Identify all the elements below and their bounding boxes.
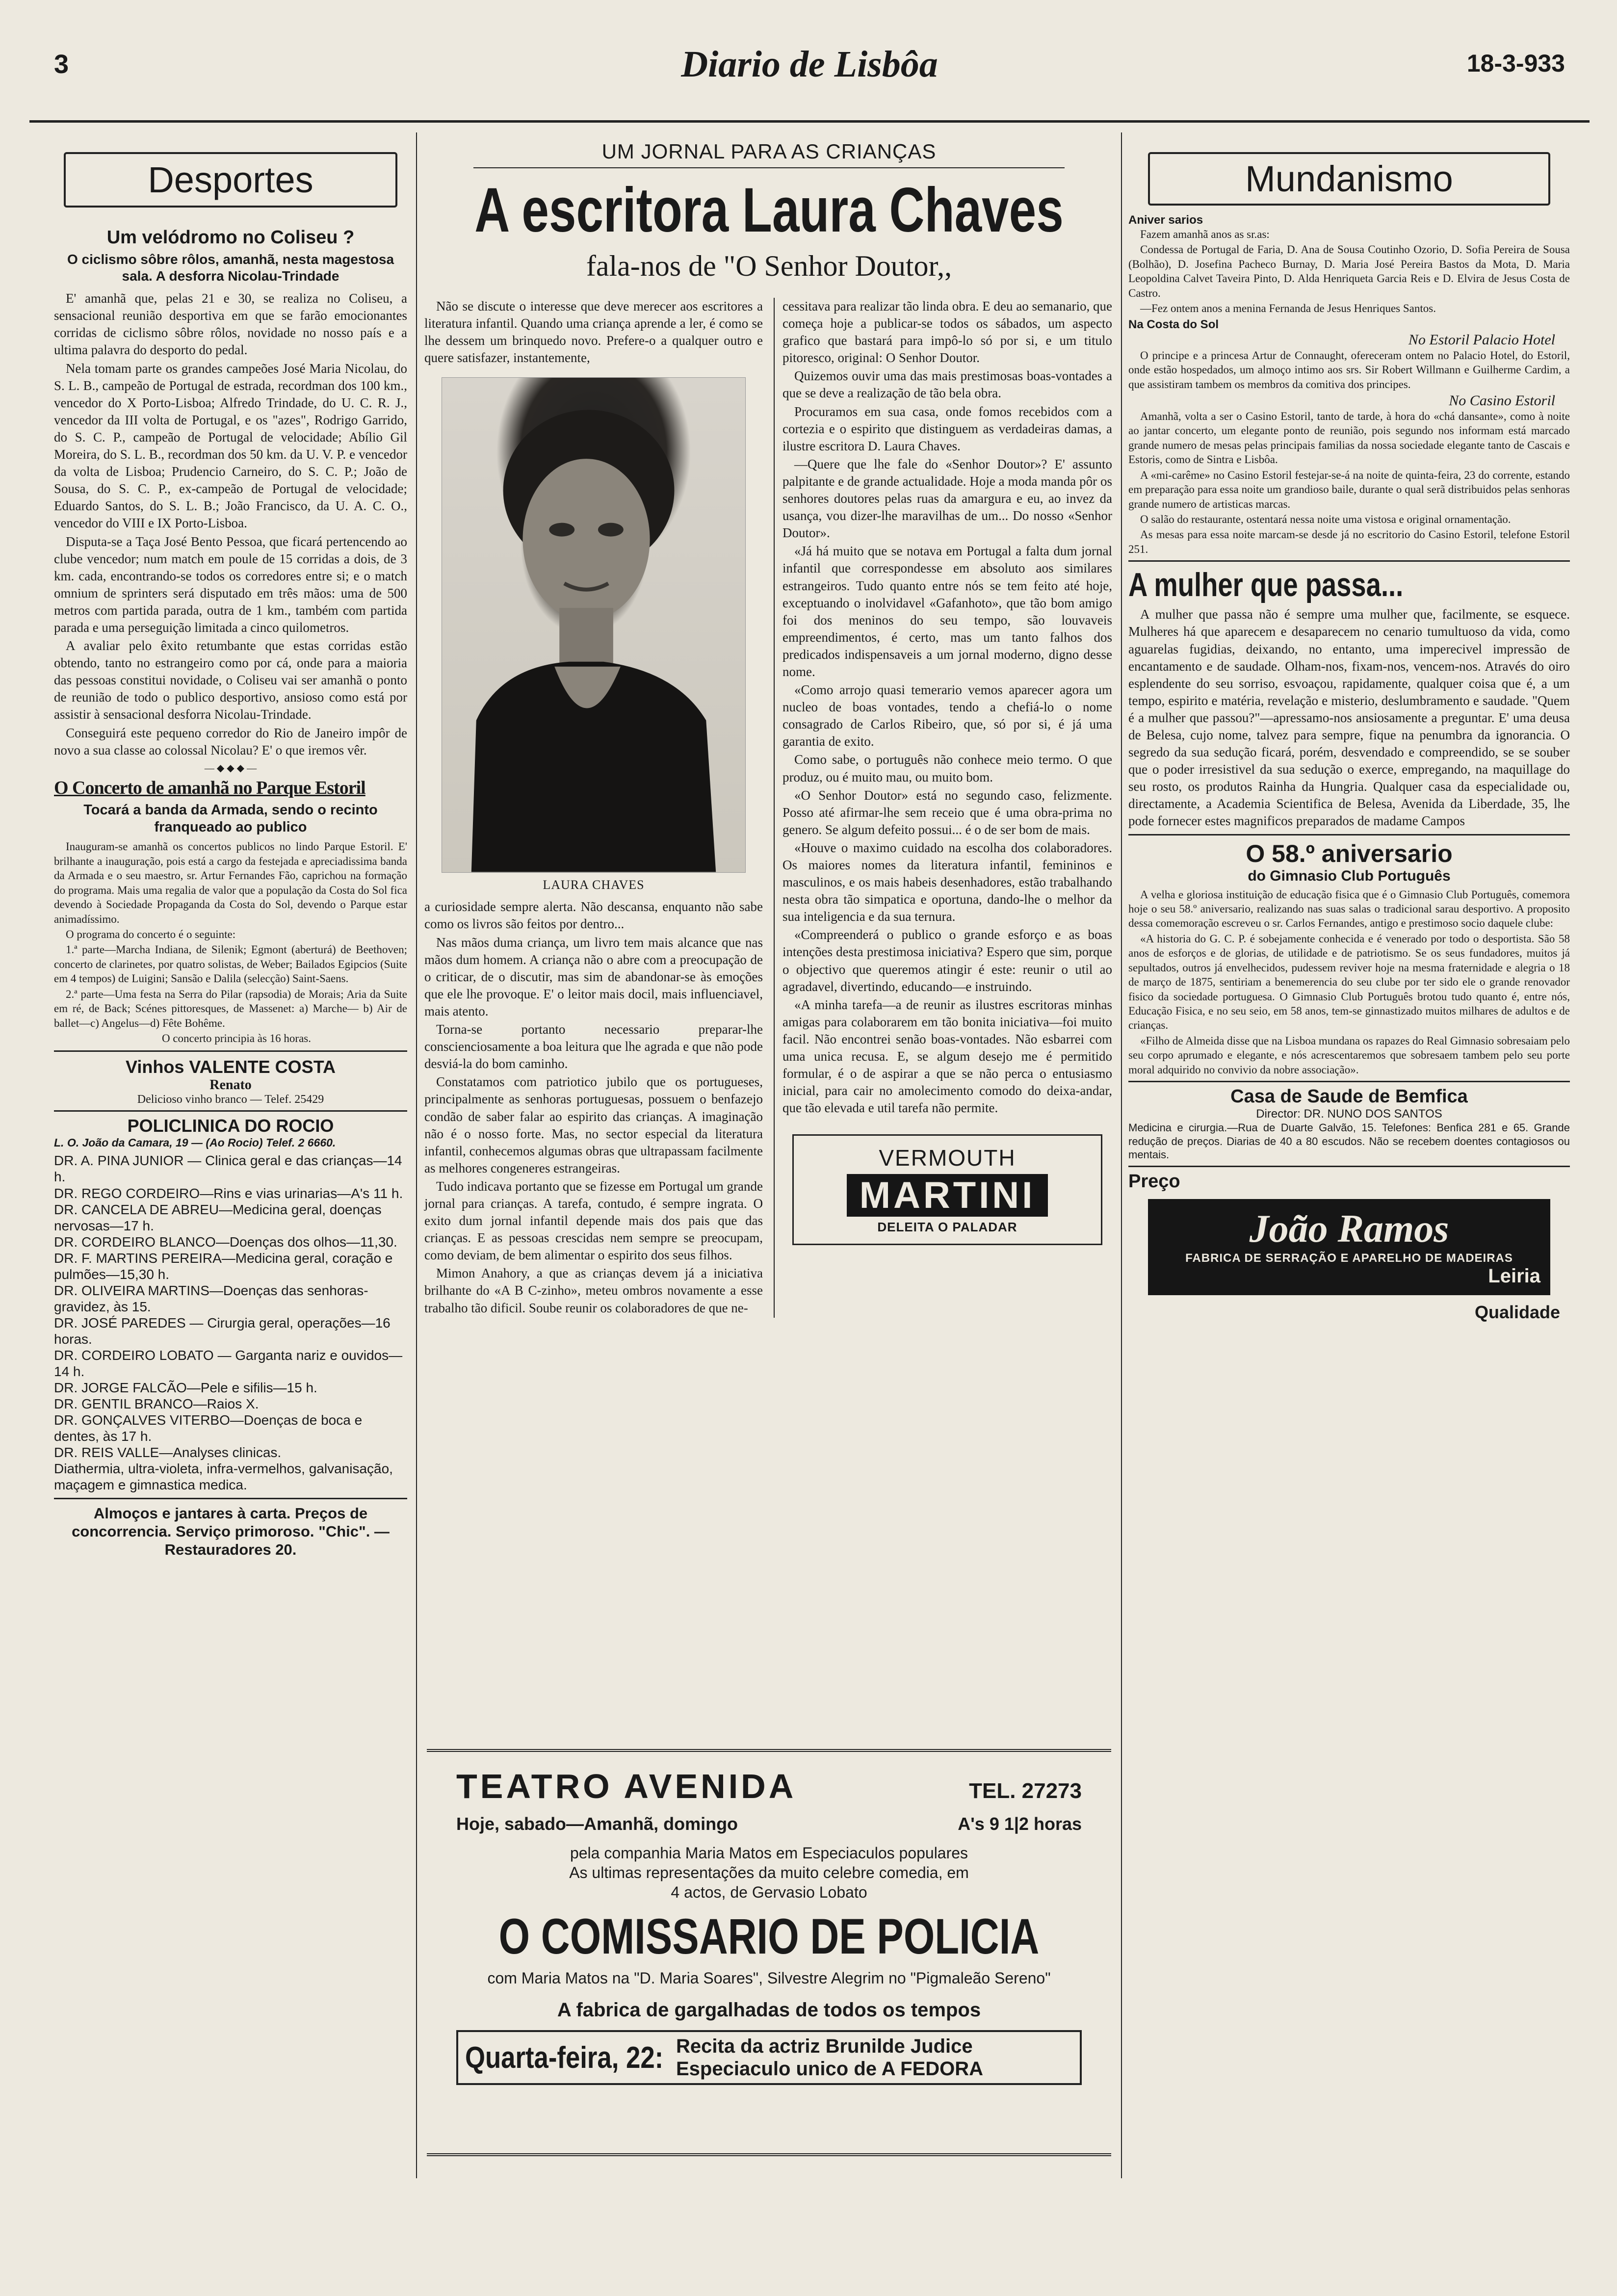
- mundanismo-section-box: [1148, 152, 1550, 206]
- divider: [54, 1050, 407, 1052]
- article-para: Tudo indicava portanto que se fizesse em Portugal um grande jornal para crianças. A tarefa, contudo, é sempre ingrata. O exito dum jornal infantil depende mais dos pais que das crianças. E as pessoas crescidas nem sempre se preocupam, como deviam, de bem alimentar o espirito dos seus filhos.: [424, 1178, 763, 1263]
- article-para: «A minha tarefa—a de reunir as ilustres escritoras minhas amigas para colaborarem em tão bonita iniciativa—foi muito facil. Não encontrei senão boas-vontades. Não esbarrei com uma unica recusa. E, se algum desejo me é permitido formular, é o de aspirar a que se não perca o entusiasmo inicial, para cair no amolecimento comodo do deixa-andar, que tão elevada e util tarefa não permite.: [782, 997, 1112, 1116]
- vinhos-title: Vinhos VALENTE COSTA: [125, 1057, 336, 1077]
- article-para: Não se discute o interesse que deve merecer aos escritores a literatura infantil. Quando uma criança aprende a ler, é como se lhe dessem um brinquedo novo. Prefere-o a qualquer outro e quere satisfazer, instantemente,: [424, 299, 763, 365]
- doctor-list: [54, 1152, 407, 1493]
- martini-ad: [792, 1134, 1102, 1245]
- aniv58-para: A velha e gloriosa instituição de educação fisica que é o Gimnasio Club Português, comemora hoje o seu 58.º aniversario, realizando nas suas salas o tradicional sarau desportivo. A proposito dessa comemoração escreveu o sr. Carlos Fernandes, antigo e prestimoso socio daquele clube:: [1128, 888, 1570, 930]
- doctor-entry: DR. F. MARTINS PEREIRA—Medicina geral, coração e pulmões—15,30 h.: [54, 1250, 393, 1282]
- article-subheadline: fala-nos de "O Senhor Doutor,,: [586, 250, 952, 282]
- col-divider-2: [1121, 132, 1122, 2178]
- article-para: Torna-se portanto necessario preparar-lhe conscienciosamente a boa leitura que lhe agrada e que não pode desviá-la do bom caminho.: [424, 1022, 763, 1071]
- article-para: «Já há muito que se notava em Portugal a falta dum jornal infantil que correspondesse em absoluto aos similares estrangeiros. Tudo quanto entre nós se tem feito até hoje, exceptuando o inolvidavel «Gafanhoto», que tão bom amigo foi dos meninos do seu tempo, são louvaveis empreendimentos, é certo, mas um tanto falhos dos predicados indispensaveis a um jornal moderno, digno desse nome.: [782, 544, 1112, 679]
- article-para: Constatamos com patriotico jubilo que os portugueses, principalmente as senhoras portuguesas, possuem o benfazejo condão de saber falar ao espirito das crianças. A imaginação não é o nosso forte. Mas, no sector especial da literatura infantil, conhecemos algumas obras que ultrapassam facilmente as melhores congeneres estrangeiras.: [424, 1074, 763, 1175]
- masthead: Diario de Lisbôa: [681, 44, 938, 85]
- aniv-para: —Fez ontem anos a menina Fernanda de Jesus Henriques Santos.: [1140, 302, 1436, 315]
- ramos-city: Leiria: [1488, 1265, 1540, 1287]
- joao-ramos-ad: [1148, 1199, 1550, 1295]
- doctor-entry: DR. CORDEIRO BLANCO—Doenças dos olhos—11,30.: [54, 1234, 397, 1250]
- ramos-name: João Ramos: [1249, 1207, 1449, 1251]
- doctor-entry: DR. REIS VALLE—Analyses clinicas.: [54, 1445, 282, 1460]
- concerto-para: O programa do concerto é o seguinte:: [66, 928, 236, 940]
- costa-label: Na Costa do Sol: [1128, 317, 1219, 331]
- article-para: —Quere que lhe fale do «Senhor Doutor»? E' assunto palpitante e de grande actualidade. Hoje a moda manda pôr os senhores doutores pelas ruas da amargura e eu, ao invez da usança, vou dizer-lhe maravilhas de um... Do nosso «Senhor Doutor».: [782, 456, 1112, 541]
- doctor-entry: DR. A. PINA JUNIOR — Clinica geral e das crianças—14 h.: [54, 1153, 402, 1185]
- aniv58-para: «A historia do G. C. P. é sobejamente conhecida e é venerado por todo o desportista. São 58 anos de esforços e de glorias, de utilidade e de patriotismo. Se os seus fundadores, muitos já sepultados, outros já envelhecidos, pudessem reviver hoje na mesma fraternidade e alegria o 18 de março de 1875, sentiriam a benemerencia do seu clube por ter sido ele o grande renovador fisico da sociedade portuguesa. O Gimnasio Club Português brotou tudo quanto é, entre nós, Educação Fisica, e no seu seio, em 58 anos, tem-se ginnastizado muitos milhares de adultos e de crianças.: [1128, 932, 1570, 1032]
- doctor-entry: Diathermia, ultra-violeta, infra-vermelhos, galvanisação, maçagem e gimnastica medica.: [54, 1461, 393, 1493]
- theatre-company: 4 actos, de Gervasio Lobato: [671, 1883, 867, 1901]
- header-rule: [29, 120, 1590, 123]
- theatre-cast: com Maria Matos na "D. Maria Soares", Silvestre Alegrim no "Pigmaleão Sereno": [487, 1969, 1051, 1987]
- doctor-entry: DR. OLIVEIRA MARTINS—Doenças das senhoras-gravidez, às 15.: [54, 1282, 368, 1314]
- palacio-title: No Estoril Palacio Hotel: [1408, 331, 1555, 348]
- aniv58-para: «Filho de Almeida disse que na Lisboa mundana os rapazes do Real Gimnasio sobresaiam pelo seu corpo aprumado e elegante, e nós acrescentaremos que sobresaem tambem pelo seu porte moral adquirido no convivio da nobre associação».: [1128, 1034, 1570, 1076]
- velo-body: [54, 290, 407, 759]
- col-divider-1: [416, 132, 417, 2178]
- sport-section-title: Desportes: [148, 159, 313, 200]
- article-para: «Houve o maximo cuidado na escolha dos colaboradores. Os maiores nomes da literatura infantil, femininos e masculinos, e os mais habeis desenhadores, estão trabalhando nesta obra tão simpatica e oportuna, dando-lhe o melhor da sua inteligencia e da sua ternura.: [782, 840, 1112, 924]
- portrait-photo: [442, 377, 746, 873]
- divider: [54, 1110, 407, 1112]
- martini-vermouth: VERMOUTH: [879, 1145, 1016, 1171]
- doctor-entry: DR. REGO CORDEIRO—Rins e vias urinarias—A's 11 h.: [54, 1185, 403, 1201]
- velo-title: Um velódromo no Coliseu ?: [106, 227, 355, 248]
- article-para: Como sabe, o português não conhece meio termo. O que produz, ou é muito mau, ou muito bom.: [782, 752, 1112, 784]
- laura-chaves-article: [424, 140, 1114, 1318]
- martini-brand: MARTINI: [847, 1174, 1048, 1217]
- article-para: «Como arrojo quasi temerario vemos aparecer agora um nucleo de boas vontades, tendo a chefiá-lo o nome consagrado de Carlos Ribeiro, que, só por si, é já uma garantia de exito.: [782, 682, 1112, 749]
- casino-para: Amanhã, volta a ser o Casino Estoril, tanto de tarde, à hora do «chá dansante», como à noite ao jantar concerto, um elegante ponto de reunião, pois segundo nos informam está marcado grande numero de mesas pelas principais familias da nossa sociedade elegante tanto de Cascais e Estoris, como de Sintra e Lisbôa.: [1128, 410, 1570, 466]
- saude-title: Casa de Saude de Bemfica: [1230, 1086, 1468, 1107]
- aniv58-subtitle: do Gimnasio Club Português: [1248, 867, 1451, 884]
- concerto-para: O concerto principia às 16 horas.: [161, 1032, 311, 1044]
- velo-subtitle: O ciclismo sôbre rôlos, amanhã, nesta magestosa sala. A desforra Nicolau-Trindade: [67, 252, 394, 284]
- doctor-entry: DR. CANCELA DE ABREU—Medicina geral, doenças nervosas—17 h.: [54, 1201, 382, 1233]
- article-para: Procuramos em sua casa, onde fomos recebidos com a cortezia e o espirito que distinguem as verdadeiras damas, a ilustre escritora D. Laura Chaves.: [782, 404, 1112, 453]
- aniv58-title: O 58.º aniversario: [1246, 839, 1453, 867]
- palacio-para: O principe e a princesa Artur de Connaught, ofereceram ontem no Palacio Hotel, do Estoril, onde estão hospedados, um almoço intimo aos srs. Sir Robert Willmann e Guilherme Cardim, a que assistiram tambem os membros da comitiva dos principes.: [1128, 349, 1570, 391]
- velo-para: Conseguirá este pequeno corredor do Rio de Janeiro impôr de novo a sua classe ao colossal Nicolau? E' o que iremos vêr.: [54, 725, 407, 757]
- portrait-caption: LAURA CHAVES: [543, 878, 645, 892]
- article-headline: A escritora Laura Chaves: [474, 175, 1064, 245]
- theatre-name: TEATRO AVENIDA: [456, 1767, 797, 1805]
- portrait-figure: [442, 378, 745, 872]
- theatre-espectaculo: Especiaculo unico de A FEDORA: [676, 2058, 984, 2080]
- doctor-entry: DR. CORDEIRO LOBATO — Garganta nariz e ouvidos—14 h.: [54, 1347, 403, 1379]
- concerto-para: 1.ª parte—Marcha Indiana, de Silenik; Egmont (aberturá) de Beethoven; concerto de clarinetes, por quatro solistas, de Weber; Bailados Egipcios (Suite em 4 tempos) de Luigini; Sansão e Dalila (selecção) Saint-Saens.: [54, 943, 407, 985]
- policlinica-address: L. O. João da Camara, 19 — (Ao Rocio) Telef. 2 6660.: [54, 1136, 336, 1149]
- vinhos-subtitle: Delicioso vinho branco — Telef. 25429: [137, 1093, 324, 1106]
- almocos-ad: Almoços e jantares à carta. Preços de concorrencia. Serviço primoroso. "Chic". — Restauradores 20.: [72, 1505, 390, 1559]
- vinhos-name: Renato: [209, 1077, 252, 1093]
- divider: [1128, 1166, 1570, 1167]
- casino-title: No Casino Estoril: [1449, 392, 1555, 409]
- sport-section-box: [64, 152, 397, 208]
- vinhos-ad: [54, 1057, 407, 1106]
- theatre-recita: Recita da actriz Brunilde Judice: [676, 2035, 973, 2057]
- casino-para: As mesas para essa noite marcam-se desde já no escritorio do Casino Estoril, telefone Estoril 251.: [1128, 528, 1570, 555]
- theatre-quarta: Quarta-feira, 22:: [465, 2040, 664, 2075]
- casa-saude-ad: [1128, 1086, 1570, 1162]
- concerto-title: O Concerto de amanhã no Parque Estoril: [54, 777, 365, 798]
- casino-para: O salão do restaurante, ostentará nessa noite uma vistosa e original ornamentação.: [1140, 513, 1511, 525]
- theatre-play-title: O COMISSARIO DE POLICIA: [498, 1908, 1040, 1964]
- doctor-entry: DR. JORGE FALCÃO—Pele e sifilis—15 h.: [54, 1380, 317, 1395]
- article-para: a curiosidade sempre alerta. Não descansa, enquanto não sabe como os livros são feitos por dentro...: [424, 899, 763, 932]
- article-para: Mimon Anahory, a que as crianças devem já a iniciativa brilhante do «A B C-zinho», meteu ombros novamente a esse trabalho tão dificil. Soube reunir os colaboradores de que ne-: [424, 1266, 763, 1315]
- martini-slogan: DELEITA O PALADAR: [877, 1220, 1017, 1235]
- article-para: Nas mãos duma criança, um livro tem mais alcance que nas mãos dum homem. A criança não o abre com a preocupação de o criticar, de o discutir, mas sim de abandonar-se às emoções que ele lhe provoque. E' o leitor mais docil, mais influenciavel, mais atento.: [424, 935, 763, 1018]
- aniv-para: Fazem amanhã anos as sr.as:: [1140, 228, 1270, 240]
- saude-text: Medicina e cirurgia.—Rua de Duarte Galvão, 15. Telefones: Benfica 281 e 65. Grande redução de preços. Diarias de 40 a 80 escudos. Não se recebem doentes contagiosos ou mentais.: [1128, 1122, 1570, 1161]
- theatre-company: As ultimas representações da muito celebre comedia, em: [569, 1864, 969, 1881]
- casino-para: A «mi-carême» no Casino Estoril festejar-se-á na noite de quinta-feira, 23 do corrente, estando em preparação para essa noite um grandioso baile, durante o qual serã distribuidos pelas senhoras grande numero de artisticas marcas.: [1128, 469, 1570, 510]
- concerto-para: Inauguram-se amanhã os concertos publicos no lindo Parque Estoril. E' brilhante a inauguração, pois está a cargo da festejada e apreciadissima banda da Armada e o seu maestro, sr. Artur Fernandes Fão, caprichou na formação do programa. Mais uma regalia de valor que a população da Costa do Sol fica devendo à Sociedade Propaganda da Costa do Sol, devendo o Parque estar animadíssimo.: [54, 840, 407, 925]
- aniversarios-label: Aniver sarios: [1128, 213, 1203, 227]
- article-para: «Compreenderá o publico o grande esforço e as boas intenções desta prestimosa iniciativa? Espero que sim, porque o objectivo que queremos atingir é este: reunir o util ao agradavel, divertindo, educando—e instruindo.: [782, 927, 1112, 994]
- header-page-number: 3: [54, 50, 69, 79]
- qualidade-label: Qualidade: [1474, 1302, 1560, 1322]
- teatro-avenida-ad: [427, 1749, 1111, 2156]
- policlinica-title: POLICLINICA DO ROCIO: [127, 1116, 334, 1136]
- velo-para: Nela tomam parte os grandes campeões José Maria Nicolau, do S. L. B., campeão de Portugal de estrada, recordman dos 100 km., vencedor do X Porto-Lisboa; Alfredo Trindade, do U. C. R. J., vencedor da III volta de Portugal, e os "azes", Rodrigo Garrido, do S. C. P., campeão de Portugal de velocidade; Abílio Gil Moreira, do S. L. B., recordman dos 50 km. da U. V. P. e vencedor da volta de Lisboa; Prudencio Carneiro, do S. C. P.; João de Sousa, do S. C. P., ex-campeão de Portugal de velocidade; Eduardo Santos, do S. L. B.; João Francisco, da U. A. C. O., vencedor do VIII e IX Porto-Lisboa.: [54, 361, 407, 531]
- velo-para: A avaliar pelo êxito retumbante que estas corridas estão obtendo, tanto no estrangeiro como por cá, onde para a maioria das pessoas constitui novidade, o Coliseu vai ser amanhã o ponto de reunião de todo o publico desportivo, ansioso como está por assistir à sensacional desforra Nicolau-Trindade.: [54, 638, 407, 722]
- article-para: «O Senhor Doutor» está no segundo caso, felizmente. Posso até afirmar-lhe sem receio que é uma obra-prima no genero. Se algum defeito possui... é o de ser bom de mais.: [782, 787, 1112, 837]
- theatre-company: pela companhia Maria Matos em Especiaculos populares: [570, 1844, 968, 1862]
- mundanismo-column: [1128, 142, 1570, 1323]
- theatre-time: A's 9 1|2 horas: [958, 1814, 1082, 1834]
- aniv-para: Condessa de Portugal de Faria, D. Ana de Sousa Coutinho Ozorio, D. Sofia Pereira de Sousa (Bolhão), D. Josefina Pacheco Burnay, D. Maria José Pereira Bastos da Mota, D. Maria Leopoldina Calvet Taveira Pinto, D. Alda Henriqueta Garcia Reis e D. Elvira de Jesus Costa de Castro.: [1128, 243, 1570, 299]
- ramos-subtitle: FABRICA DE SERRAÇÃO E APARELHO DE MADEIRAS: [1185, 1251, 1513, 1265]
- doctor-entry: DR. GONÇALVES VITERBO—Doenças de boca e dentes, às 17 h.: [54, 1412, 363, 1444]
- divider: [1128, 834, 1570, 835]
- policlinica-ad: [54, 1116, 407, 1493]
- article-para: cessitava para realizar tão linda obra. E deu ao semanario, que começa hoje a publicar-se todos os sábados, um aspecto grafico que bastará para impô-lo só por si, e um titulo pitoresco, original: O Senhor Doutor.: [782, 299, 1112, 365]
- ornament-divider: — ◆ ◆ ◆ —: [204, 762, 257, 774]
- divider: [1128, 1081, 1570, 1082]
- concerto-subtitle: Tocará a banda da Armada, sendo o recinto franqueado ao publico: [83, 802, 378, 835]
- theatre-dates: Hoje, sabado—Amanhã, domingo: [456, 1814, 738, 1834]
- sport-column: [54, 142, 407, 1559]
- velo-para: E' amanhã que, pelas 21 e 30, se realiza no Coliseu, a sensacional reunião desportiva em que se farão emocionantes corridas de ciclismo sôbre rôlos, novidade no nosso país e a ultima palavra do desporto do pedal.: [54, 291, 407, 358]
- doctor-entry: DR. JOSÉ PAREDES — Cirurgia geral, operações—16 horas.: [54, 1315, 391, 1347]
- mundanismo-section-title: Mundanismo: [1245, 158, 1453, 199]
- article-kicker: UM JORNAL PARA AS CRIANÇAS: [473, 140, 1065, 168]
- divider: [54, 1498, 407, 1499]
- preco-label: Preço: [1128, 1171, 1180, 1192]
- divider: [1128, 560, 1570, 562]
- mulher-para: A mulher que passa não é sempre uma mulher que, facilmente, se esquece. Mulheres há que aparecem e desaparecem no cenario tumultuoso da vida, como aguarelas fugidias, deixando, no entanto, uma imperecivel impressão de encantamento e de saudade. Olham-nos, fixam-nos, vencem-nos. Através do oiro esplendente do seu sorriso, esvoaçou, rapidamente, qualquer coisa que é, a um tempo, espirito e matéria, revelação e misterio, deslumbramento e saudade. "Quem é a mulher que passou?"—apressamo-nos ansiosamente a preguntar. E' uma deusa de Belesa, cujo nome, talvez para sempre, fique na penumbra da ignorancia. O segredo da sua sedução ficará, porém, desvendado e compreendido, se se souber que o poder irresistivel da sua sedução o exerce, empregando, na maquillage do seu rosto, os produtos Rainha da Hungria. Qualquer casa da especialidade ou, directamente, a Academia Scientifica de Belesa, Avenida da Liberdade, 35, lhe pode fornecer estes magnificos preparados de madame Campos: [1128, 607, 1570, 829]
- saude-director: Director: DR. NUNO DOS SANTOS: [1256, 1107, 1442, 1121]
- doctor-entry: DR. GENTIL BRANCO—Raios X.: [54, 1396, 259, 1411]
- theatre-phone: TEL. 27273: [969, 1779, 1082, 1803]
- header-date: 18-3-933: [1466, 50, 1565, 77]
- mulher-title: A mulher que passa...: [1128, 566, 1404, 604]
- article-para: Quizemos ouvir uma das mais prestimosas boas-vontades a que se deve a realização de tão bela obra.: [782, 368, 1112, 401]
- theatre-tagline: A fabrica de gargalhadas de todos os tempos: [557, 1999, 981, 2021]
- velo-para: Disputa-se a Taça José Bento Pessoa, que ficará pertencendo ao clube vencedor; num match em poule de 15 corridas a dois, de 3 km. cada, encontrando-se todos os corredores entre si; e o match omnium de sprinters será disputado em três mãos: uma de 500 metros com partida parada, outra de 1 km., também com partida parada e uma perseguição limitada a cinco quilometros.: [54, 534, 407, 635]
- concerto-body: [54, 839, 407, 1045]
- concerto-para: 2.ª parte—Uma festa na Serra do Pilar (rapsodia) de Morais; Aria da Suite em ré, de Back; Scénes pittoresques, de Massenet: a) Marche— b) Air de ballet—c) Angelus—d) Fête Bohême.: [54, 988, 407, 1029]
